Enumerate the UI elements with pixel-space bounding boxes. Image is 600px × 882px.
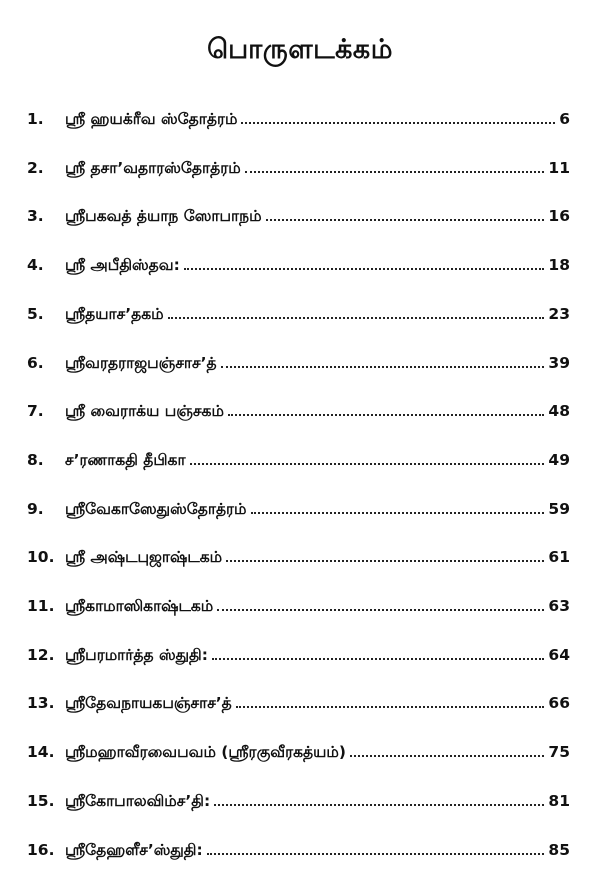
list-item	[0, 396, 600, 426]
entry-number: 3.	[27, 207, 44, 226]
list-item	[0, 640, 600, 670]
entry-title: ஸ்ரீதேஹளீச’ஸ்துதி:	[65, 840, 203, 859]
entry-line	[65, 451, 570, 471]
entry-number: 15.	[27, 791, 55, 810]
dot-leader	[190, 463, 545, 465]
dot-leader	[221, 366, 545, 368]
dot-leader	[168, 317, 545, 319]
entry-page-number: 11	[548, 158, 570, 177]
list-item	[0, 688, 600, 718]
entry-number: 9.	[27, 499, 44, 518]
entry-page-number: 6	[559, 110, 570, 128]
dot-leader	[184, 268, 545, 270]
list-item	[0, 250, 600, 280]
list-item	[0, 445, 600, 475]
list-item	[0, 348, 600, 378]
dot-leader	[266, 219, 545, 221]
dot-leader	[226, 560, 544, 562]
page-title: பொருளடக்கம்	[207, 34, 393, 65]
entry-page-number: 85	[548, 840, 570, 859]
entry-number: 12.	[27, 645, 55, 664]
entry-page-number: 63	[548, 597, 570, 615]
entry-number: 16.	[27, 840, 55, 859]
entry-number: 1.	[27, 110, 44, 128]
entry-page-number: 48	[548, 402, 570, 421]
entry-title: ஸ்ரீகோபாலவிம்ச’தி:	[65, 791, 211, 810]
entry-title: ச’ரணாகதி தீபிகா	[65, 450, 186, 469]
entry-line	[65, 402, 570, 422]
entry-number: 7.	[27, 402, 44, 421]
entry-title: ஸ்ரீபரமார்த்த ஸ்துதி:	[65, 645, 208, 664]
entry-line	[65, 256, 570, 276]
entry-title: ஸ்ரீவரதராஜபஞ்சாச’த்	[65, 353, 217, 372]
entry-number: 11.	[27, 597, 55, 615]
entry-line	[65, 792, 570, 812]
entry-line	[65, 305, 570, 325]
list-item	[0, 153, 600, 183]
entry-line	[65, 694, 570, 714]
entry-page-number: 61	[548, 548, 570, 567]
entry-number: 4.	[27, 256, 44, 275]
dot-leader	[207, 853, 545, 855]
dot-leader	[212, 658, 544, 660]
entry-page-number: 23	[548, 304, 570, 323]
list-item	[0, 104, 600, 134]
entry-line	[65, 500, 570, 520]
entry-line	[65, 159, 570, 179]
entry-page-number: 81	[548, 791, 570, 810]
entry-page-number: 18	[548, 256, 570, 275]
entry-line	[65, 743, 570, 763]
list-item	[0, 786, 600, 816]
dot-leader	[350, 755, 544, 757]
entry-line	[65, 597, 570, 617]
entry-title: ஸ்ரீகாமாஸிகாஷ்டகம்	[65, 597, 214, 615]
entry-title: ஸ்ரீ வைராக்ய பஞ்சகம்	[65, 402, 224, 421]
entry-page-number: 16	[548, 207, 570, 226]
dot-leader	[228, 414, 545, 416]
entry-number: 2.	[27, 158, 44, 177]
entry-page-number: 75	[548, 743, 570, 762]
entry-number: 5.	[27, 304, 44, 323]
entry-title: ஸ்ரீ அஷ்டபுஜாஷ்டகம்	[65, 548, 223, 567]
dot-leader	[241, 122, 555, 124]
entry-number: 13.	[27, 694, 55, 713]
entry-line	[65, 646, 570, 666]
entry-line	[65, 207, 570, 227]
list-item	[0, 835, 600, 865]
dot-leader	[214, 804, 544, 806]
entry-title: ஸ்ரீ ஹயக்ரீவ ஸ்தோத்ரம்	[65, 110, 238, 128]
list-item	[0, 542, 600, 572]
entry-title: ஸ்ரீபகவத் த்யாந ஸோபாநம்	[65, 207, 262, 226]
entry-number: 8.	[27, 450, 44, 469]
entry-number: 6.	[27, 353, 44, 372]
entry-title: ஸ்ரீதேவநாயகபஞ்சாச’த்	[65, 694, 232, 713]
entry-line	[65, 841, 570, 861]
entry-number: 10.	[27, 548, 55, 567]
list-item	[0, 299, 600, 329]
entry-title: ஸ்ரீவேகாஸேதுஸ்தோத்ரம்	[65, 499, 247, 518]
dot-leader	[217, 609, 544, 611]
list-item	[0, 201, 600, 231]
entry-title: ஸ்ரீ அபீதிஸ்தவ:	[65, 256, 180, 275]
dot-leader	[251, 512, 545, 514]
entry-title: ஸ்ரீதயாச’தகம்	[65, 304, 164, 323]
entry-line	[65, 110, 570, 130]
entry-page-number: 66	[548, 694, 570, 713]
dot-leader	[236, 706, 545, 708]
list-item	[0, 737, 600, 767]
entry-line	[65, 548, 570, 568]
entry-number: 14.	[27, 743, 55, 762]
entry-page-number: 49	[548, 450, 570, 469]
entry-line	[65, 354, 570, 374]
entry-page-number: 39	[548, 353, 570, 372]
entry-title: ஸ்ரீ தசா’வதாரஸ்தோத்ரம்	[65, 158, 241, 177]
entry-page-number: 59	[548, 499, 570, 518]
list-item	[0, 494, 600, 524]
list-item	[0, 591, 600, 621]
entry-page-number: 64	[548, 645, 570, 664]
entry-title: ஸ்ரீமஹாவீரவைபவம் (ஸ்ரீரகுவீரகத்யம்)	[65, 743, 346, 762]
dot-leader	[245, 171, 545, 173]
